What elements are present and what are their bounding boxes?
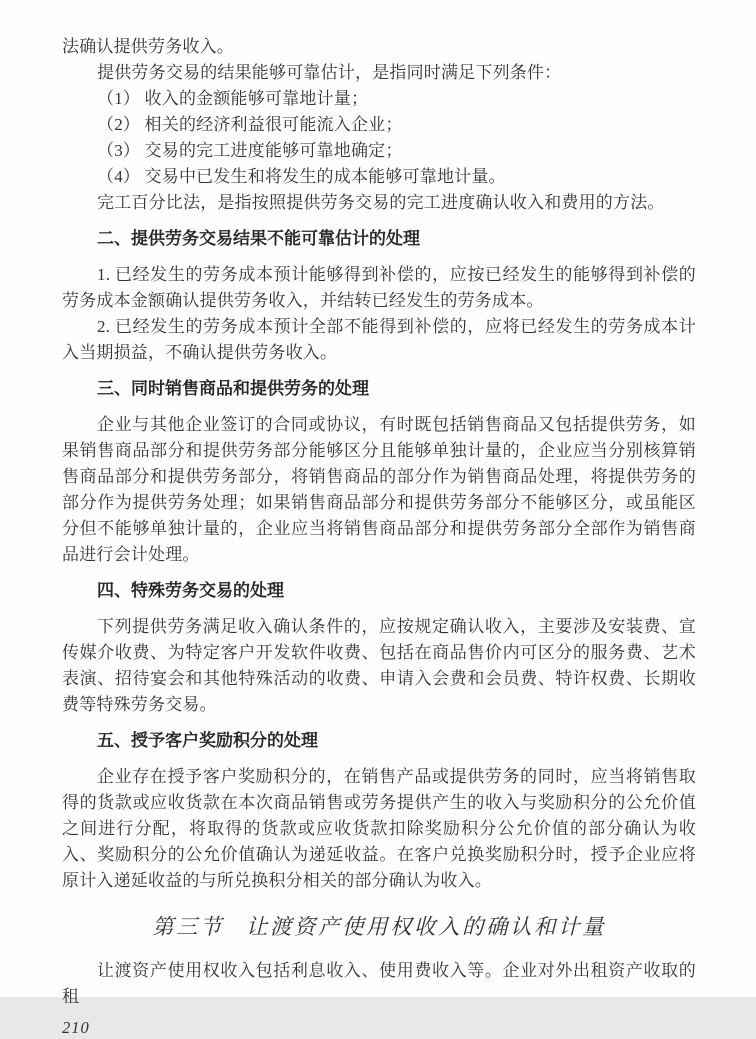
chapter-section-title [62,910,696,944]
paragraph: 下列提供劳务满足收入确认条件的，应按规定确认收入，主要涉及安装费、宣传媒介收费、为特定客户开发软件收费、包括在商品售价内可区分的服务费、艺术表演、招待宴会和其他特殊活动的收费、申请入会费和会员费、特许权费、长期收费等特殊劳务交易。 [62,617,696,714]
list-item-2: （2） 相关的经济利益很可能流入企业； [97,115,403,134]
paragraph-continuation: 法确认提供劳务收入。 [62,37,234,56]
list-item-4: （4） 交易中已发生和将发生的成本能够可靠地计量。 [97,167,506,186]
heading-section-2: 二、提供劳务交易结果不能可靠估计的处理 [97,229,420,248]
paragraph: 让渡资产使用权收入包括利息收入、使用费收入等。企业对外出租资产收取的租 [62,961,696,1006]
page-body [62,34,696,1010]
section-title-text: 让渡资产使用权收入的确认和计量 [246,915,607,939]
heading-section-5: 五、授予客户奖励积分的处理 [97,731,318,750]
paragraph: 提供劳务交易的结果能够可靠估计，是指同时满足下列条件： [97,63,562,82]
heading-section-3: 三、同时销售商品和提供劳务的处理 [97,379,369,398]
paragraph: 企业与其他企业签订的合同或协议，有时既包括销售商品又包括提供劳务，如果销售商品部分和提供劳务部分能够区分且能够单独计量的，企业应当分别核算销售商品部分和提供劳务部分，将销售商品的部分作为销售商品处理，将提供劳务的部分作为提供劳务处理；如果销售商品部分和提供劳务部分不能够区分，或虽能区分但不能够单独计量的，企业应当将销售商品部分和提供劳务部分全部作为销售商品进行会计处理。 [62,415,696,564]
paragraph-numbered-1: 1. 已经发生的劳务成本预计能够得到补偿的，应按已经发生的能够得到补偿的劳务成本金额确认提供劳务收入，并结转已经发生的劳务成本。 [62,265,696,310]
list-item-3: （3） 交易的完工进度能够可靠地确定； [97,141,403,160]
section-number-label: 第三节 [151,915,224,939]
page-number: 210 [62,1018,90,1037]
paragraph: 企业存在授予客户奖励积分的，在销售产品或提供劳务的同时，应当将销售取得的货款或应收货款在本次商品销售或劳务提供产生的收入与奖励积分的公允价值之间进行分配，将取得的货款或应收货款扣除奖励积分公允价值的部分确认为收入、奖励积分的公允价值确认为递延收益。在客户兑换奖励积分时，授予企业应将原计入递延收益的与所兑换积分相关的部分确认为收入。 [62,767,696,890]
paragraph: 完工百分比法，是指按照提供劳务交易的完工进度确认收入和费用的方法。 [97,193,665,212]
paragraph-numbered-2: 2. 已经发生的劳务成本预计全部不能得到补偿的，应将已经发生的劳务成本计入当期损益，不确认提供劳务收入。 [62,317,696,362]
heading-section-4: 四、特殊劳务交易的处理 [97,581,284,600]
list-item-1: （1） 收入的金额能够可靠地计量； [97,89,369,108]
